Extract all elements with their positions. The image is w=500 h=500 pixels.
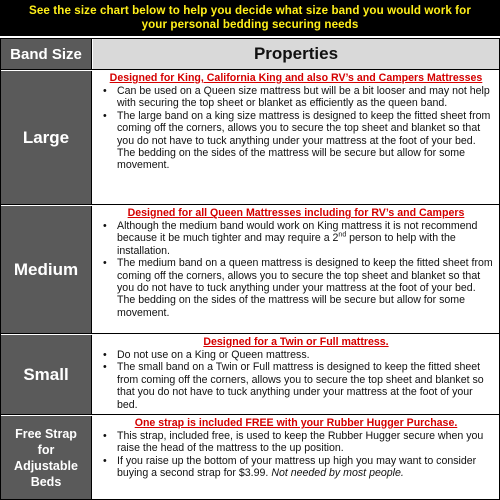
header-properties: Properties [93,39,499,69]
bullet-list-large [93,85,499,172]
top-banner [0,0,500,36]
list-item: • Although the medium band would work on King mattress it is not recommend because it be much tighter and may require a 2nd person to help with the installation. [101,220,495,257]
list-item: • The small band on a Twin or Full mattress is designed to keep the fitted sheet from coming off the corners, allows you to secure the top sheet and blanket so that you do not have to tuck anything under your mattress at the foot of your bed. [101,361,495,411]
bullet-list-free-strap [93,430,499,480]
size-cell-free-strap [1,416,92,499]
table-header-row [1,39,499,70]
heading-free-strap: One strap is included FREE with your Rubber Hugger Purchase. [134,417,458,429]
properties-cell-large [93,71,499,204]
table-row-large [1,71,499,205]
size-cell-medium [1,206,92,333]
list-item: • Can be used on a Queen size mattress but will be a bit looser and may not help with securing the top sheet or blanket as efficiently as the queen band. [101,85,495,110]
banner-line-2: your personal bedding securing needs [141,18,359,31]
list-item: • The large band on a king size mattress is designed to keep the fitted sheet from coming off the corners, allows you to secure the top sheet and blanket so that you do not have to tuck anything under your mattress at the foot of your bed. The bedding on the sides of the mattress will be secure but allow for some movement. [101,110,495,172]
size-label-medium: Medium [13,259,79,279]
heading-medium: Designed for all Queen Mattresses including for RV’s and Campers [127,207,465,219]
size-label-small: Small [23,364,69,384]
size-chart-table [0,38,500,500]
heading-small: Designed for a Twin or Full mattress. [203,336,389,348]
size-cell-small [1,335,92,414]
list-item: • The medium band on a queen mattress is designed to keep the fitted sheet from coming off the corners, allows you to secure the top sheet and blanket so that you do not have to tuck anything under your mattress at the foot of your bed. The bedding on the sides of the mattress will be secure but allow for some movement. [101,257,495,319]
bullet-list-medium [93,220,499,319]
bullet-list-small [93,349,499,411]
table-row-small [1,335,499,415]
heading-large: Designed for King, California King and also RV’s and Campers Mattresses [109,72,483,84]
properties-cell-medium [93,206,499,333]
properties-cell-free-strap [93,416,499,499]
table-row-free-strap [1,416,499,499]
size-label-free-strap: Free Strap for Adjustable Beds [14,426,78,489]
banner-line-1: See the size chart below to help you decide what size band you would work for [29,4,471,17]
table-row-medium [1,206,499,334]
list-item: • Do not use on a King or Queen mattress. [101,349,495,361]
properties-cell-small [93,335,499,414]
list-item: • If you raise up the bottom of your mattress up high you may want to consider buying a second strap for $3.99. Not needed by most people. [101,455,495,480]
size-label-large: Large [22,127,70,147]
list-item: • This strap, included free, is used to keep the Rubber Hugger secure when you raise the head of the mattress to the up position. [101,430,495,455]
size-cell-large [1,71,92,204]
header-band-size: Band Size [1,39,92,69]
